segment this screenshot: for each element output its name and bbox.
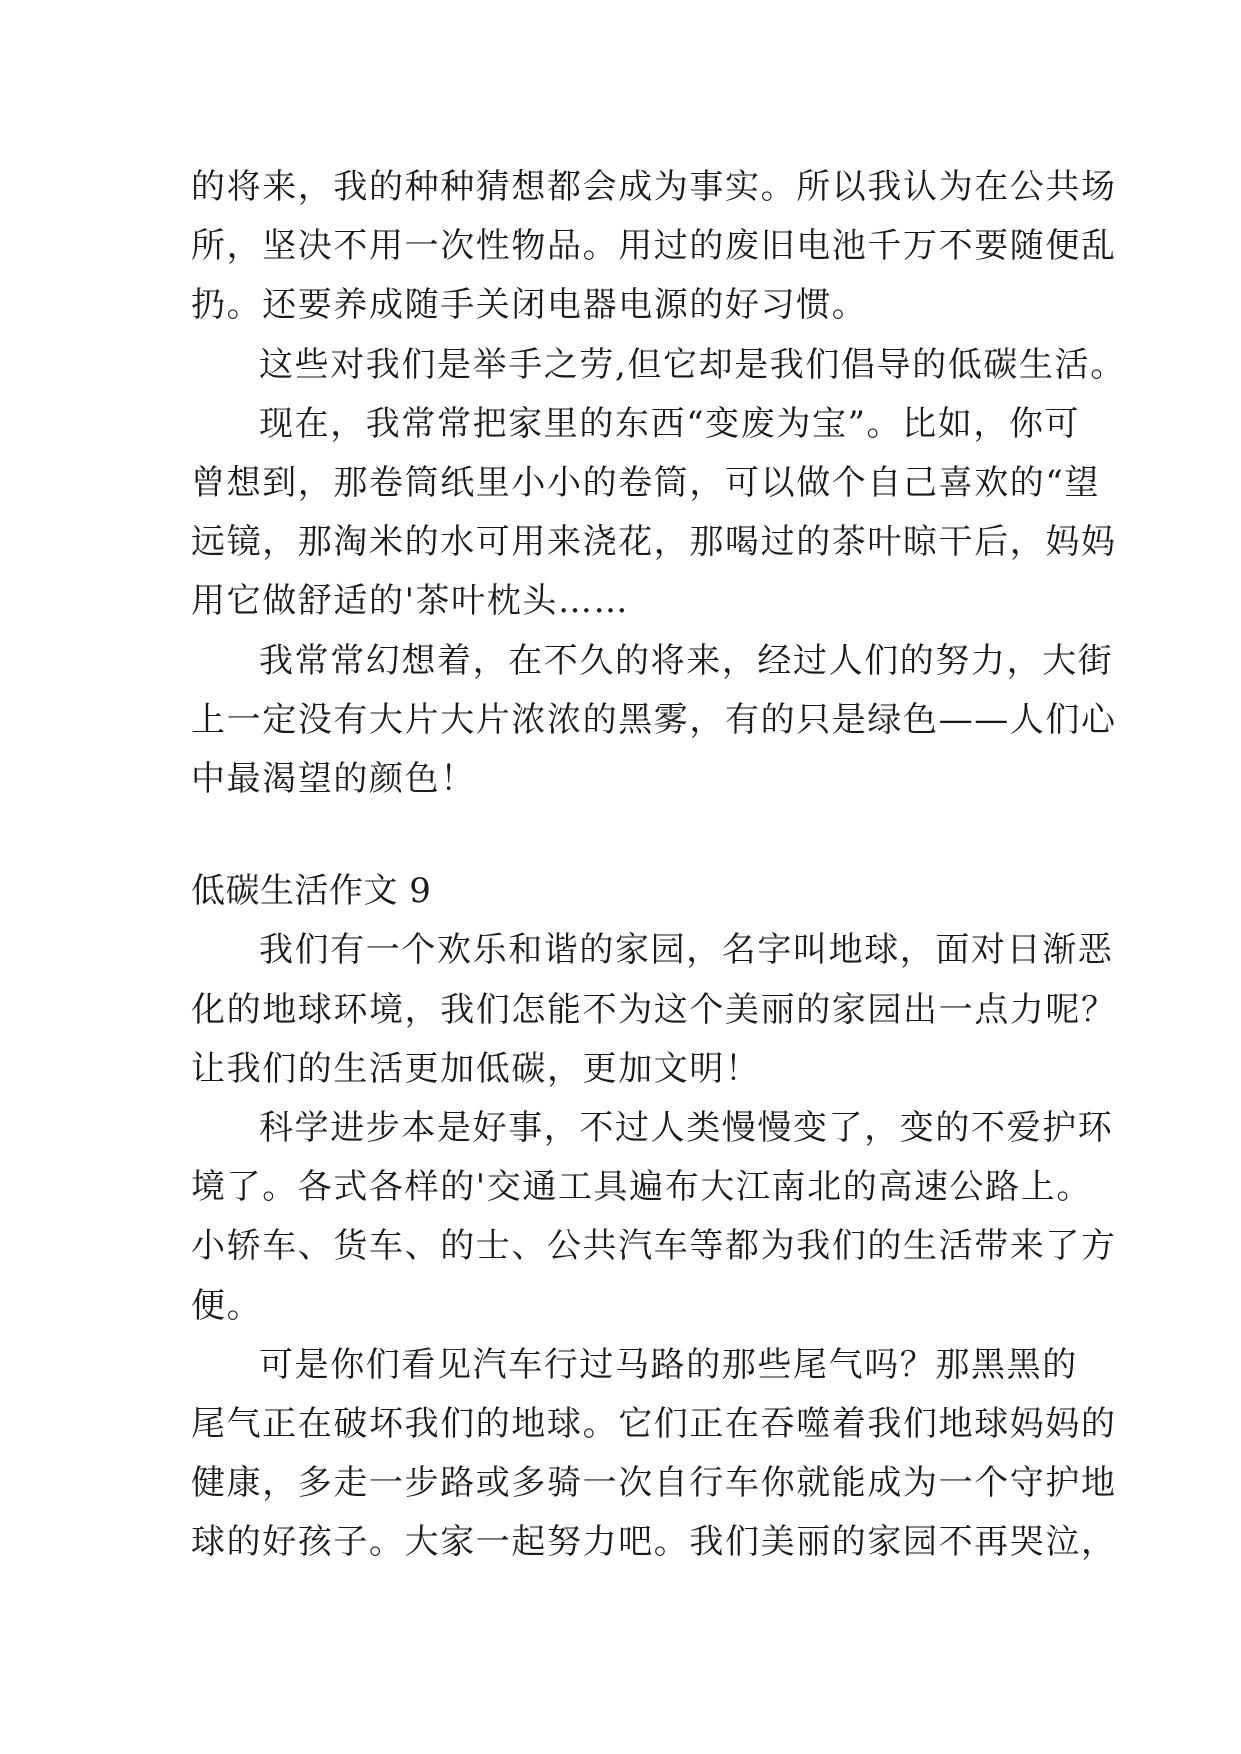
paragraph-line: 科学进步本是好事，不过人类慢慢变了，变的不爱护环 (259, 1108, 1114, 1148)
paragraph-line: 远镜，那淘米的水可用来浇花，那喝过的茶叶晾干后，妈妈 (191, 522, 1117, 562)
paragraph-line: 我常常幻想着，在不久的将来，经过人们的努力，大街 (259, 641, 1114, 681)
paragraph-line: 所，坚决不用一次性物品。用过的废旧电池千万不要随便乱 (191, 226, 1117, 266)
paragraph-line: 境了。各式各样的'交通工具遍布大江南北的高速公路上。 (191, 1167, 1092, 1207)
section-heading: 低碳生活作文 9 (191, 871, 432, 911)
paragraph-line: 化的地球环境，我们怎能不为这个美丽的家园出一点力呢？ (191, 990, 1117, 1030)
paragraph-line: 这些对我们是举手之劳,但它却是我们倡导的低碳生活。 (259, 345, 1126, 385)
paragraph-line: 的将来，我的种种猜想都会成为事实。所以我认为在公共场 (191, 167, 1117, 207)
paragraph-line: 用它做舒适的'茶叶枕头…… (191, 581, 630, 621)
paragraph-line: 曾想到，那卷筒纸里小小的卷筒，可以做个自己喜欢的“望 (191, 463, 1100, 503)
paragraph-line: 健康，多走一步路或多骑一次自行车你就能成为一个守护地 (191, 1463, 1117, 1503)
paragraph-line: 让我们的生活更加低碳，更加文明！ (191, 1049, 761, 1089)
paragraph-line: 球的好孩子。大家一起努力吧。我们美丽的家园不再哭泣， (191, 1522, 1117, 1562)
paragraph-line: 扔。还要养成随手关闭电器电源的好习惯。 (191, 285, 868, 325)
paragraph-line: 尾气正在破坏我们的地球。它们正在吞噬着我们地球妈妈的 (191, 1404, 1117, 1444)
paragraph-line: 便。 (191, 1286, 263, 1326)
paragraph-line: 现在，我常常把家里的东西“变废为宝”。比如，你可 (259, 404, 1081, 444)
paragraph-line: 上一定没有大片大片浓浓的黑雾，有的只是绿色——人们心 (191, 700, 1117, 740)
paragraph-line: 可是你们看见汽车行过马路的那些尾气吗？那黑黑的 (259, 1345, 1078, 1385)
paragraph-line: 小轿车、货车、的士、公共汽车等都为我们的生活带来了方 (191, 1226, 1117, 1266)
paragraph-line: 中最渴望的颜色！ (191, 759, 476, 799)
paragraph-line: 我们有一个欢乐和谐的家园，名字叫地球，面对日渐恶 (259, 930, 1114, 970)
